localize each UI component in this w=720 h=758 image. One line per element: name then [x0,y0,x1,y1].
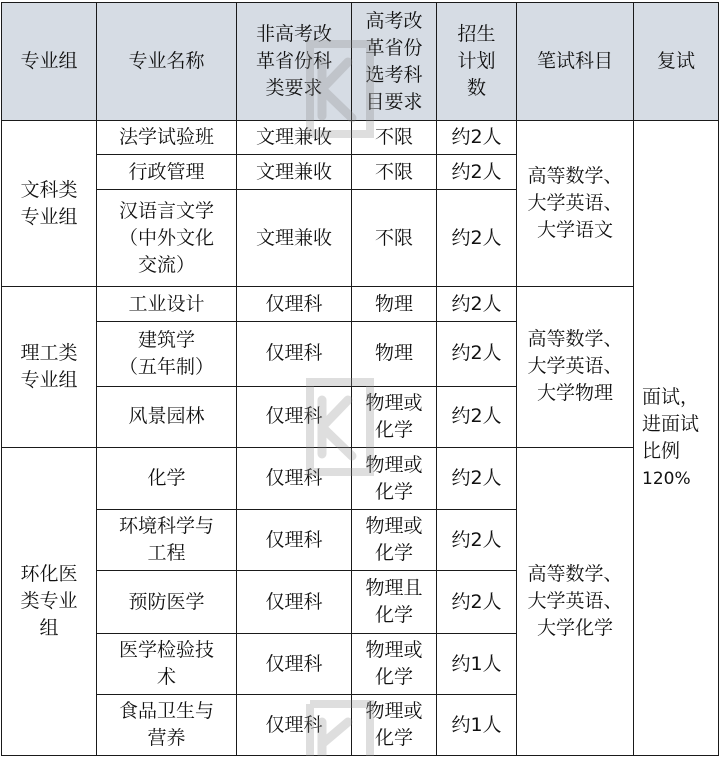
header-written: 笔试科目 [517,3,634,121]
plan-cell: 约2人 [437,321,517,386]
retest-cell [634,121,719,756]
non-reform-cell: 仅理科 [237,695,352,756]
major-cell: 食品卫生与 营养 [97,695,237,756]
group-name: 环化医 类专业 组 [2,447,97,755]
non-reform-cell: 仅理科 [237,447,352,510]
reform-cell: 物理 [352,321,437,386]
reform-cell: 物理或 化学 [352,634,437,695]
plan-cell: 约2人 [437,121,517,155]
written-cell: 高等数学、 大学英语、 大学语文 [517,121,634,287]
admission-table [1,2,719,756]
major-cell: 工业设计 [97,287,237,321]
reform-cell: 物理 [352,287,437,321]
non-reform-cell: 仅理科 [237,634,352,695]
reform-cell: 物理或 化学 [352,447,437,510]
major-cell: 医学检验技 术 [97,634,237,695]
plan-cell: 约2人 [437,155,517,189]
plan-cell: 约1人 [437,634,517,695]
plan-cell: 约1人 [437,695,517,756]
major-cell: 风景园林 [97,386,237,447]
retest-text: 面试， 进面试 比例 [642,385,700,462]
reform-cell: 物理或 化学 [352,695,437,756]
header-reform: 高考改 革省份 选考科 目要求 [352,3,437,121]
plan-cell: 约2人 [437,571,517,634]
header-group: 专业组 [2,3,97,121]
non-reform-cell: 仅理科 [237,510,352,571]
reform-cell: 不限 [352,121,437,155]
non-reform-cell: 文理兼收 [237,189,352,286]
major-cell: 环境科学与 工程 [97,510,237,571]
plan-cell: 约2人 [437,447,517,510]
table-row [2,121,719,155]
group-name: 理工类 专业组 [2,287,97,447]
table-row [2,447,719,510]
header-retest: 复试 [634,3,719,121]
non-reform-cell: 仅理科 [237,386,352,447]
reform-cell: 物理且 化学 [352,571,437,634]
reform-cell: 不限 [352,189,437,286]
major-cell: 行政管理 [97,155,237,189]
major-cell: 汉语言文学 （中外文化 交流） [97,189,237,286]
plan-cell: 约2人 [437,510,517,571]
non-reform-cell: 仅理科 [237,571,352,634]
group-name: 文科类 专业组 [2,121,97,287]
major-cell: 建筑学 （五年制） [97,321,237,386]
plan-cell: 约2人 [437,386,517,447]
non-reform-cell: 仅理科 [237,321,352,386]
non-reform-cell: 文理兼收 [237,121,352,155]
plan-cell: 约2人 [437,189,517,286]
header-row [2,3,719,121]
major-cell: 法学试验班 [97,121,237,155]
plan-cell: 约2人 [437,287,517,321]
header-non-reform: 非高考改 革省份科 类要求 [237,3,352,121]
written-cell: 高等数学、 大学英语、 大学物理 [517,287,634,447]
table-row [2,287,719,321]
reform-cell: 物理或 化学 [352,386,437,447]
header-major: 专业名称 [97,3,237,121]
header-plan: 招生 计划 数 [437,3,517,121]
retest-ratio: 120% [642,468,691,489]
reform-cell: 不限 [352,155,437,189]
non-reform-cell: 文理兼收 [237,155,352,189]
major-cell: 化学 [97,447,237,510]
major-cell: 预防医学 [97,571,237,634]
written-cell: 高等数学、 大学英语、 大学化学 [517,447,634,755]
reform-cell: 物理或 化学 [352,510,437,571]
non-reform-cell: 仅理科 [237,287,352,321]
